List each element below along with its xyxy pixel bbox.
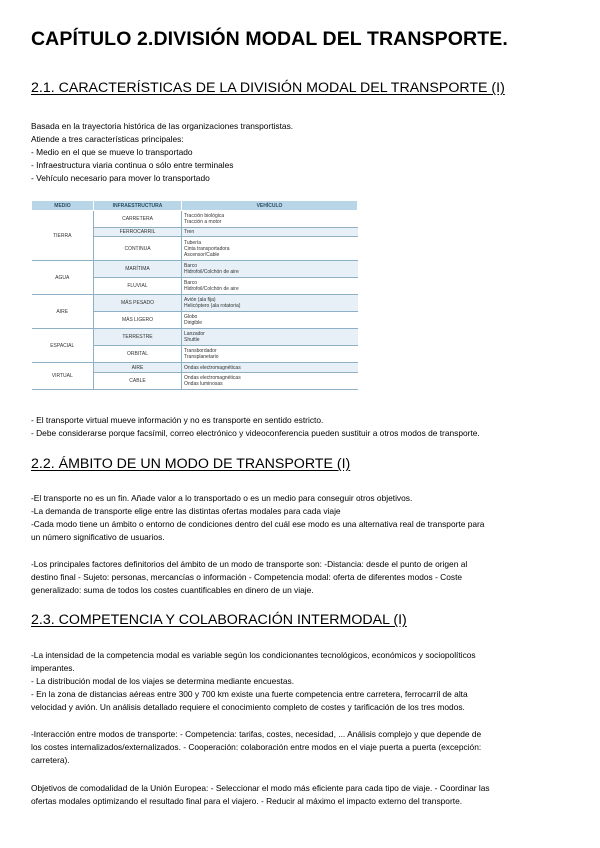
vehiculo-line: Avión (ala fija) [184, 297, 216, 303]
text-line: -Interacción entre modos de transporte: - Competencia: tarifas, costes, necesidad, ... Análisis complejo y que depende de [31, 729, 482, 739]
header-medio: MEDIO [32, 201, 94, 211]
modal-division-table [31, 200, 358, 390]
vehiculo-cell [182, 211, 358, 228]
vehiculo-line: Hidrofoil/Colchón de aire [184, 286, 239, 292]
text-line: velocidad y avión. Un análisis detallado requiere el conocimiento completo de costes y tarificación de los tres modos. [31, 702, 465, 712]
header-infraestructura: INFRAESTRUCTURA [94, 201, 182, 211]
section-heading-2-2: 2.2. ÁMBITO DE UN MODO DE TRANSPORTE (I) [31, 456, 351, 472]
text-line: un número significativo de usuarios. [31, 532, 165, 542]
section-heading-2-1: 2.1. CARACTERÍSTICAS DE LA DIVISIÓN MODAL DEL TRANSPORTE (I) [31, 80, 505, 96]
infra-cell: TERRESTRE [94, 329, 182, 346]
vehiculo-line: Barco [184, 263, 198, 269]
text-line: - El transporte virtual mueve información y no es transporte en sentido estricto. [31, 415, 324, 425]
text-line: -Los principales factores definitorios del ámbito de un modo de transporte son: -Distancia: desde el punto de origen al [31, 559, 468, 569]
text-line: carretera). [31, 755, 70, 765]
text-line: ofertas modales optimizando el resultado final para el viajero. - Reducir al máximo el impacto externo del transporte. [31, 796, 463, 806]
table-header-row [32, 201, 358, 211]
header-vehiculo: VEHÍCULO [182, 201, 358, 211]
infra-cell: CONTINUA [94, 237, 182, 261]
infra-cell: CARRETERA [94, 211, 182, 228]
vehiculo-line: Dirigible [184, 320, 203, 326]
infra-cell: MÁS PESADO [94, 295, 182, 312]
vehiculo-line: Hidrofoil/Colchón de aire [184, 269, 239, 275]
table-row [32, 211, 358, 228]
vehiculo-line: Tubería [184, 239, 202, 246]
text-line: - Vehículo necesario para mover lo transportado [31, 173, 210, 183]
vehiculo-line: Ondas luminosas [184, 381, 223, 387]
section-2-1-notes [31, 414, 579, 440]
text-line: - Medio en el que se mueve lo transportado [31, 147, 193, 157]
vehiculo-cell [182, 228, 358, 237]
vehiculo-cell [182, 346, 358, 363]
infra-cell: MARÍTIMA [94, 261, 182, 278]
medio-espacial: ESPACIAL [32, 329, 94, 363]
text-line: generalizado: suma de todos los costes cuantificables en dinero de un viaje. [31, 585, 314, 595]
vehiculo-cell [182, 237, 358, 261]
vehiculo-line: Cinta transportadora [184, 245, 230, 252]
text-line: -La intensidad de la competencia modal es variable según los condicionantes tecnológicos, económicos y sociopolíticos [31, 650, 476, 660]
vehiculo-line: Ascensor/Cable [184, 251, 220, 258]
vehiculo-cell [182, 312, 358, 329]
vehiculo-line: Tracción a motor [184, 219, 222, 225]
infra-cell: ORBITAL [94, 346, 182, 363]
text-line: Objetivos de comodalidad de la Unión Europea: - Seleccionar el modo más eficiente para cada tipo de viaje. - Coordinar las [31, 783, 490, 793]
infra-cell: FERROCARRIL [94, 228, 182, 237]
vehiculo-line: Transplanetario [184, 354, 219, 360]
infra-cell: FLUVIAL [94, 278, 182, 295]
medio-tierra: TIERRA [32, 211, 94, 261]
text-line: destino final - Sujeto: personas, mercancías o información - Competencia modal: oferta de diferentes modos - Coste [31, 572, 463, 582]
infra-cell: CABLE [94, 373, 182, 390]
table-row [32, 363, 358, 373]
text-line: -El transporte no es un fin. Añade valor a lo transportado o es un medio para conseguir otros objetivos. [31, 493, 413, 503]
vehiculo-cell [182, 363, 358, 373]
medio-virtual: VIRTUAL [32, 363, 94, 390]
vehiculo-line: Lanzador [184, 331, 205, 337]
text-line: - Infraestructura viaria continua o sólo entre terminales [31, 160, 234, 170]
text-line: imperantes. [31, 663, 75, 673]
text-line: - Debe considerarse porque facsímil, correo electrónico y videoconferencia pueden sustituir a otros modos de transporte. [31, 428, 480, 438]
infra-cell: AIRE [94, 363, 182, 373]
table-row [32, 295, 358, 312]
medio-agua: AGUA [32, 261, 94, 295]
section-2-3-paragraph-2 [31, 728, 579, 767]
vehiculo-cell [182, 295, 358, 312]
table-row [32, 261, 358, 278]
infra-cell: MÁS LIGERO [94, 312, 182, 329]
vehiculo-cell [182, 278, 358, 295]
vehiculo-line: Transbordador [184, 348, 217, 354]
text-line: -La demanda de transporte elige entre las distintas ofertas modales para cada viaje [31, 506, 341, 516]
page-title: CAPÍTULO 2.DIVISIÓN MODAL DEL TRANSPORTE. [31, 28, 508, 50]
vehiculo-line: Tracción biológica [184, 213, 225, 219]
section-2-1-intro [31, 120, 579, 185]
section-heading-2-3: 2.3. COMPETENCIA Y COLABORACIÓN INTERMODAL (I) [31, 612, 407, 628]
vehiculo-cell [182, 373, 358, 390]
vehiculo-cell [182, 329, 358, 346]
text-line: los costes internalizados/externalizados. - Cooperación: colaboración entre modos en el viaje puerta a puerta (excepción: [31, 742, 482, 752]
text-line: - En la zona de distancias aéreas entre 300 y 700 km existe una fuerte competencia entre carretera, ferrocarril de alta [31, 689, 468, 699]
table-row [32, 329, 358, 346]
vehiculo-cell [182, 261, 358, 278]
vehiculo-line: Ondas electromagnéticas [184, 375, 241, 381]
vehiculo-line: Barco [184, 280, 198, 286]
text-line: - La distribución modal de los viajes se determina mediante encuestas. [31, 676, 295, 686]
vehiculo-line: Tren [184, 229, 195, 235]
vehiculo-line: Ondas electromagnéticas [184, 364, 241, 371]
vehiculo-line: Shuttle [184, 337, 200, 343]
vehiculo-line: Globo [184, 314, 198, 320]
vehiculo-line: Helicóptero (ala rotatoria) [184, 303, 241, 309]
section-2-2-paragraph-2 [31, 558, 579, 597]
text-line: -Cada modo tiene un ámbito o entorno de condiciones dentro del cuál ese modo es una alternativa real de transporte para [31, 519, 485, 529]
section-2-3-paragraph-1 [31, 649, 579, 714]
medio-aire: AIRE [32, 295, 94, 329]
section-2-2-paragraph-1 [31, 492, 579, 544]
text-line: Atiende a tres características principales: [31, 134, 184, 144]
text-line: Basada en la trayectoria histórica de las organizaciones transportistas. [31, 121, 294, 131]
section-2-3-paragraph-3 [31, 782, 579, 808]
